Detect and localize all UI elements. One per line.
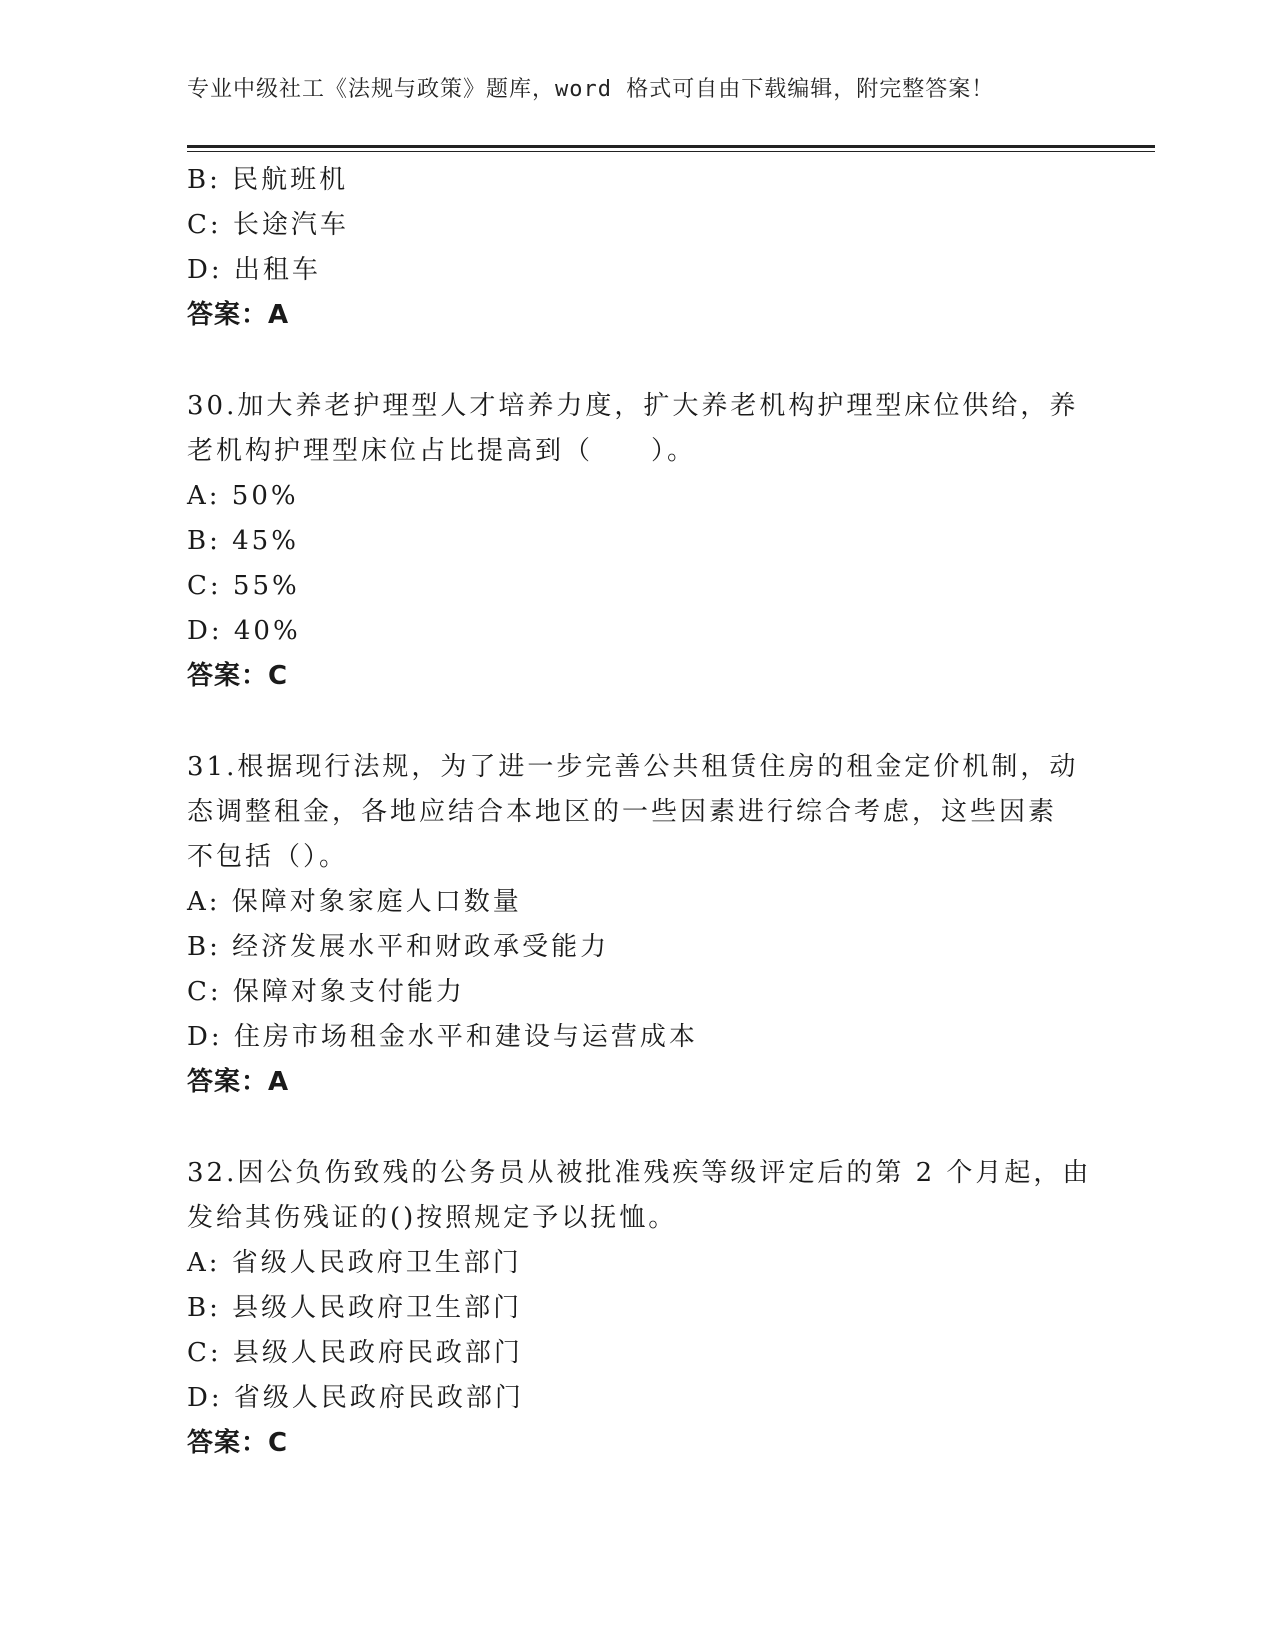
page-header: 专业中级社工《法规与政策》题库，word 格式可自由下载编辑，附完整答案！ (187, 77, 995, 102)
answer-line: 答案：A (187, 1067, 290, 1097)
option-line: C: 县级人民政府民政部门 (187, 1338, 523, 1368)
option-line: B: 经济发展水平和财政承受能力 (187, 932, 610, 962)
question-stem-line: 不包括（）。 (187, 842, 349, 872)
header-rule-thick (187, 145, 1155, 148)
question-stem-line: 态调整租金，各地应结合本地区的一些因素进行综合考虑，这些因素 (187, 797, 1058, 827)
option-line: D: 省级人民政府民政部门 (187, 1383, 524, 1413)
header-rule-thin (187, 151, 1155, 152)
answer-line: 答案：C (187, 1428, 289, 1458)
answer-line: 答案：A (187, 300, 290, 330)
option-line: D: 出租车 (187, 255, 321, 285)
option-line: C: 55% (187, 571, 300, 601)
option-line: B: 县级人民政府卫生部门 (187, 1293, 523, 1323)
question-stem-line: 30.加大养老护理型人才培养力度，扩大养老机构护理型床位供给，养 (187, 391, 1079, 421)
question-stem-line: 发给其伤残证的()按照规定予以抚恤。 (187, 1203, 678, 1233)
option-line: A: 50% (187, 481, 299, 511)
question-stem-line: 老机构护理型床位占比提高到（ ）。 (187, 436, 697, 466)
option-line: B: 45% (187, 526, 299, 556)
option-line: D: 住房市场租金水平和建设与运营成本 (187, 1022, 698, 1052)
answer-line: 答案：C (187, 661, 289, 691)
option-line: C: 保障对象支付能力 (187, 977, 465, 1007)
option-line: A: 省级人民政府卫生部门 (187, 1248, 522, 1278)
option-line: D: 40% (187, 616, 301, 646)
option-line: C: 长途汽车 (187, 210, 349, 240)
question-list (187, 158, 1092, 1466)
option-line: B: 民航班机 (187, 165, 349, 195)
question-stem-line: 31.根据现行法规，为了进一步完善公共租赁住房的租金定价机制，动 (187, 752, 1079, 782)
option-line: A: 保障对象家庭人口数量 (187, 887, 522, 917)
question-stem-line: 32.因公负伤致残的公务员从被批准残疾等级评定后的第 2 个月起，由 (187, 1158, 1092, 1188)
